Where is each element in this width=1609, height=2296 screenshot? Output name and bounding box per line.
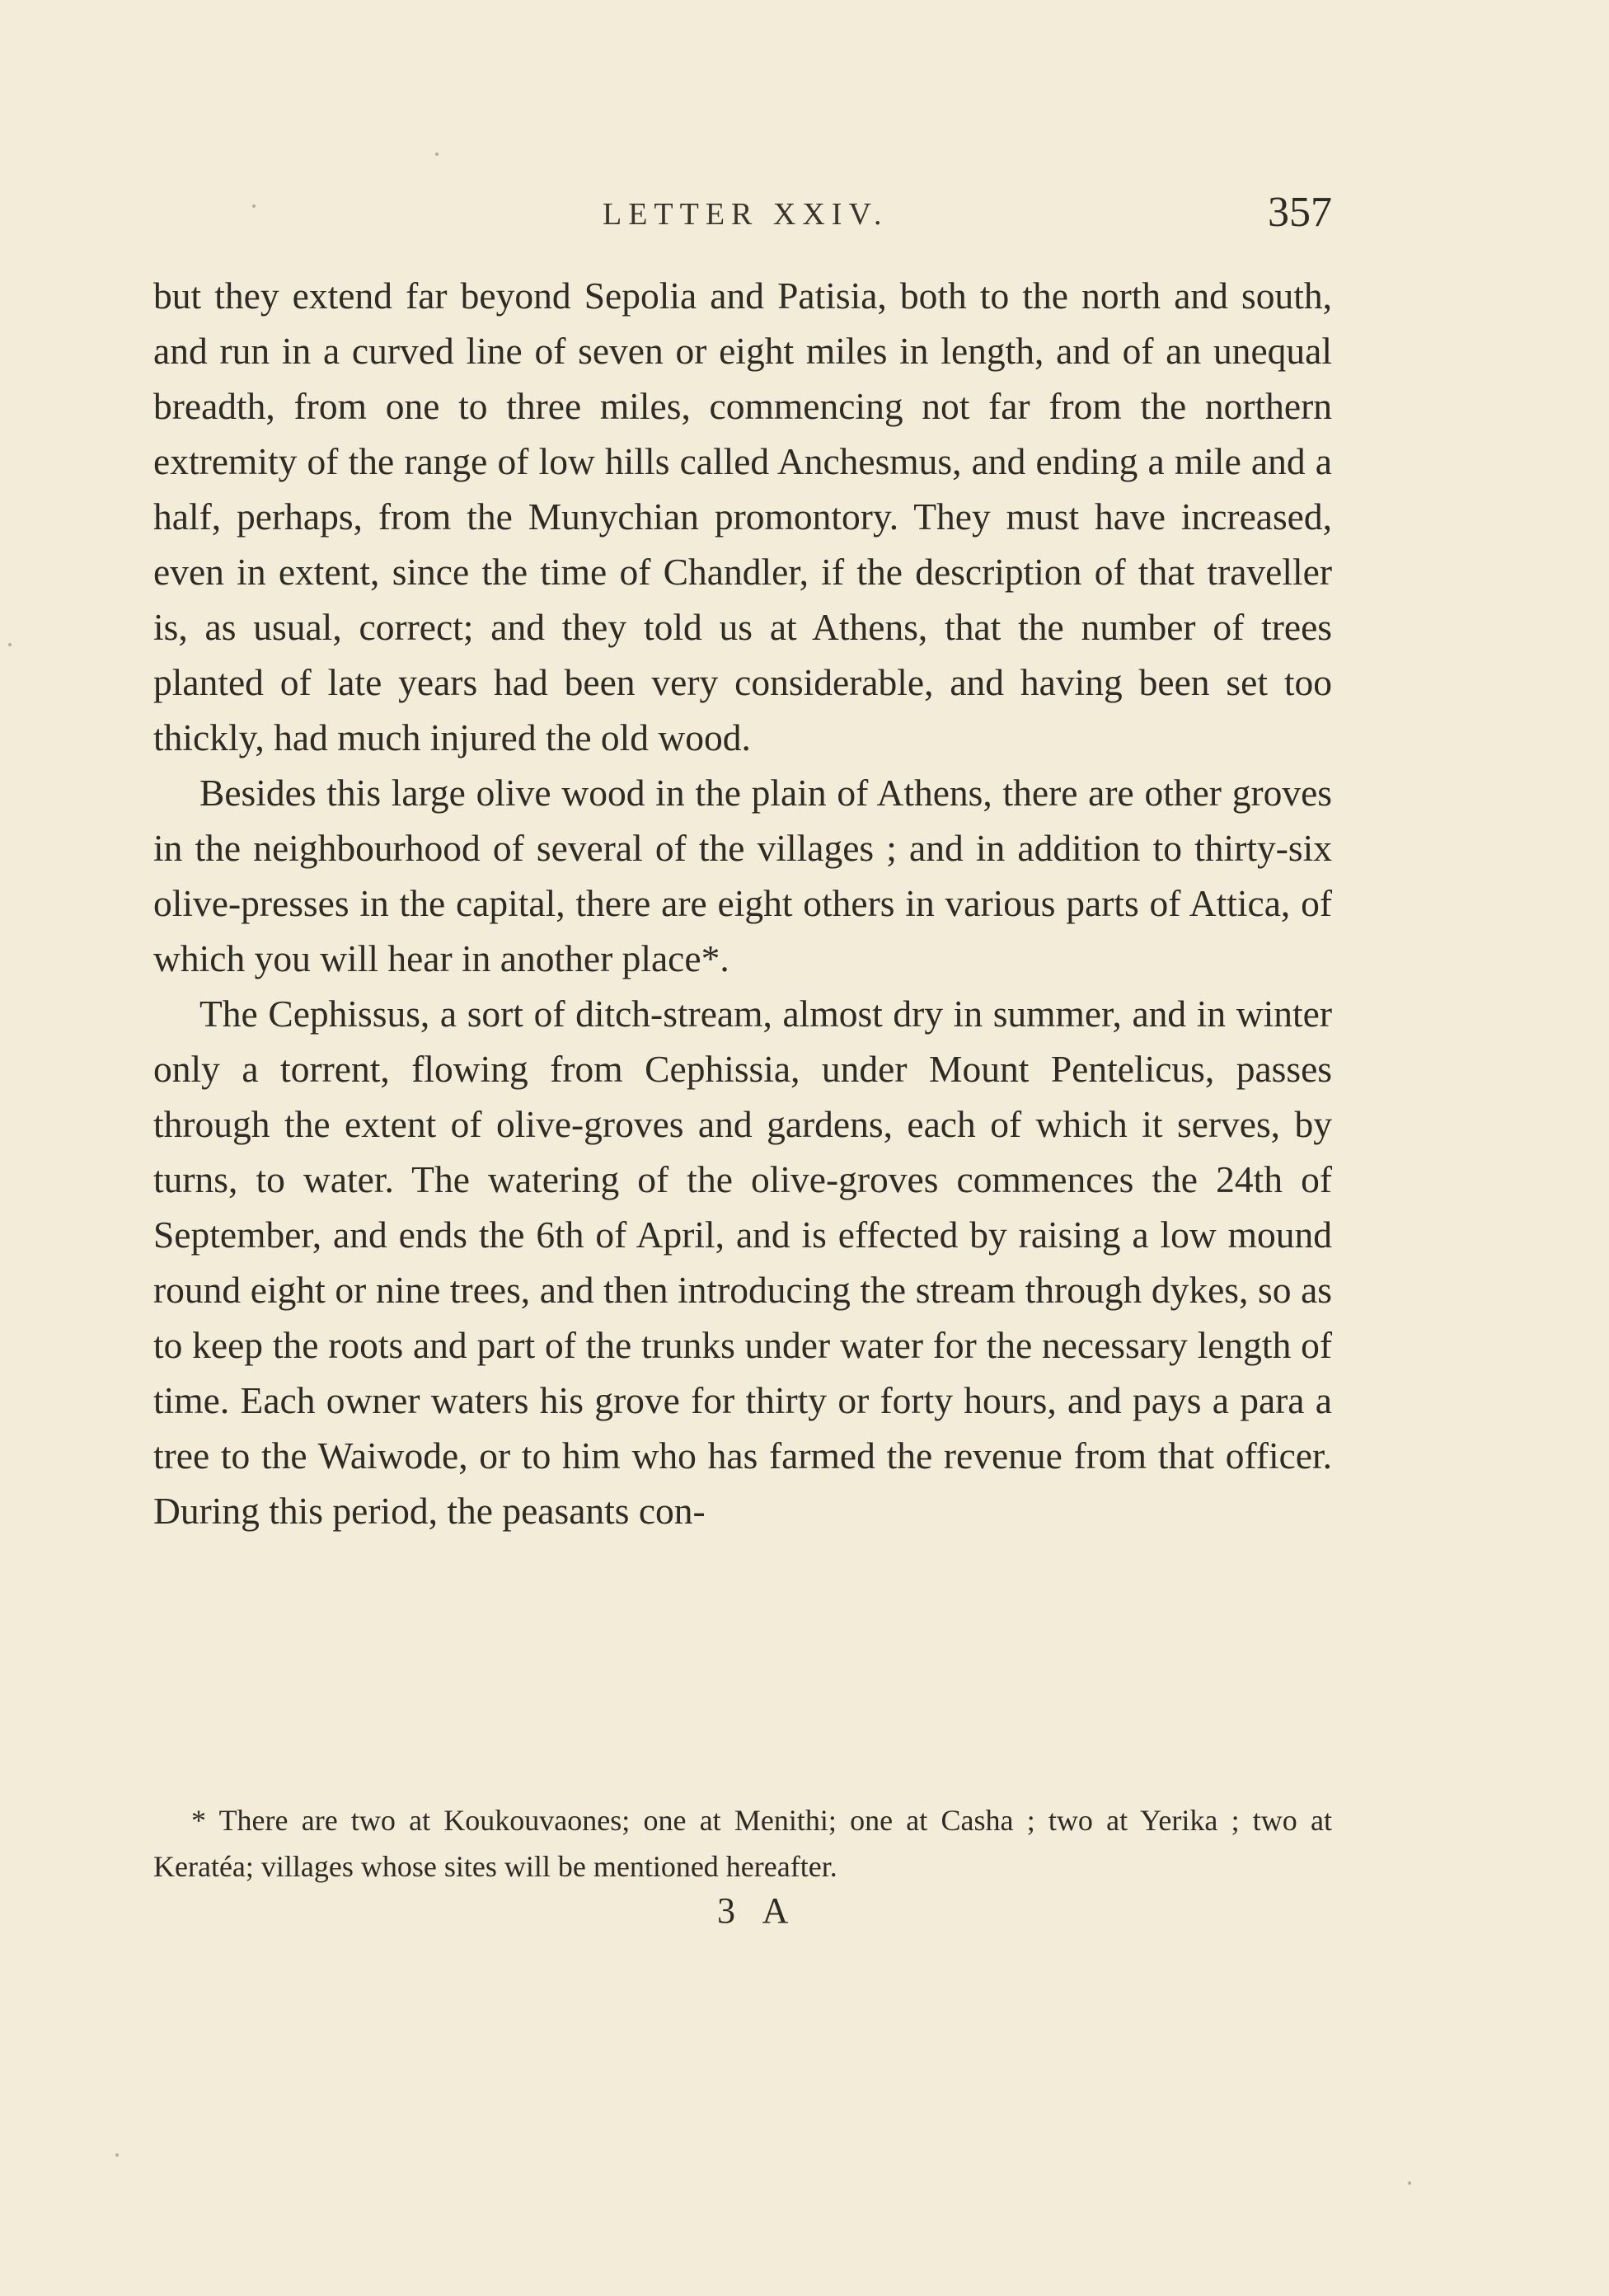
body-text bbox=[153, 268, 1332, 1538]
paragraph-1: but they extend far beyond Sepolia and Patisia, both to the north and south, and run in a curved line of seven or eight miles in length, and of an unequal breadth, from one to three miles, commencing not far from the northern extremity of the range of low hills called Anchesmus, and ending a mile and a half, perhaps, from the Munychian promontory. They must have increased, even in extent, since the time of Chandler, if the description of that traveller is, as usual, correct; and they told us at Athens, that the number of trees planted of late years had been very considerable, and having been set too thickly, had much injured the old wood. bbox=[153, 275, 1332, 758]
footnote-1: * There are two at Koukouvaones; one at Menithi; one at Casha ; two at Yerika ; two at Keratéa; villages whose sites will be mentioned hereafter. bbox=[153, 1804, 1332, 1883]
signature-mark: 3 A bbox=[717, 1890, 799, 1931]
paper-speck bbox=[8, 643, 12, 646]
footnotes bbox=[153, 1797, 1332, 1890]
running-head bbox=[153, 188, 1332, 246]
paper-speck bbox=[435, 153, 439, 156]
paper-speck bbox=[1408, 2181, 1411, 2185]
page-number: 357 bbox=[1268, 189, 1332, 236]
paragraph-3: The Cephissus, a sort of ditch-stream, almost dry in summer, and in winter only a torrent, flowing from Cephissia, under Mount Pentelicus, passes through the extent of olive-groves and gardens, each of which it serves, by turns, to water. The watering of the olive-groves commences the 24th of September, and ends the 6th of April, and is effected by raising a low mound round eight or nine trees, and then introducing the stream through dykes, so as to keep the roots and part of the trunks under water for the necessary length of time. Each owner waters his grove for thirty or forty hours, and pays a para a tree to the Waiwode, or to him who has farmed the revenue from that officer. During this period, the peasants con- bbox=[153, 993, 1332, 1532]
paper-speck bbox=[252, 204, 256, 208]
running-title: LETTER XXIV. bbox=[603, 197, 889, 232]
paragraph-2: Besides this large olive wood in the plain of Athens, there are other groves in the neighbourhood of several of the villages ; and in addition to thirty-six olive-presses in the capital, there are eight others in various parts of Attica, of which you will hear in another place*. bbox=[153, 772, 1332, 979]
paper-speck bbox=[115, 2153, 119, 2157]
